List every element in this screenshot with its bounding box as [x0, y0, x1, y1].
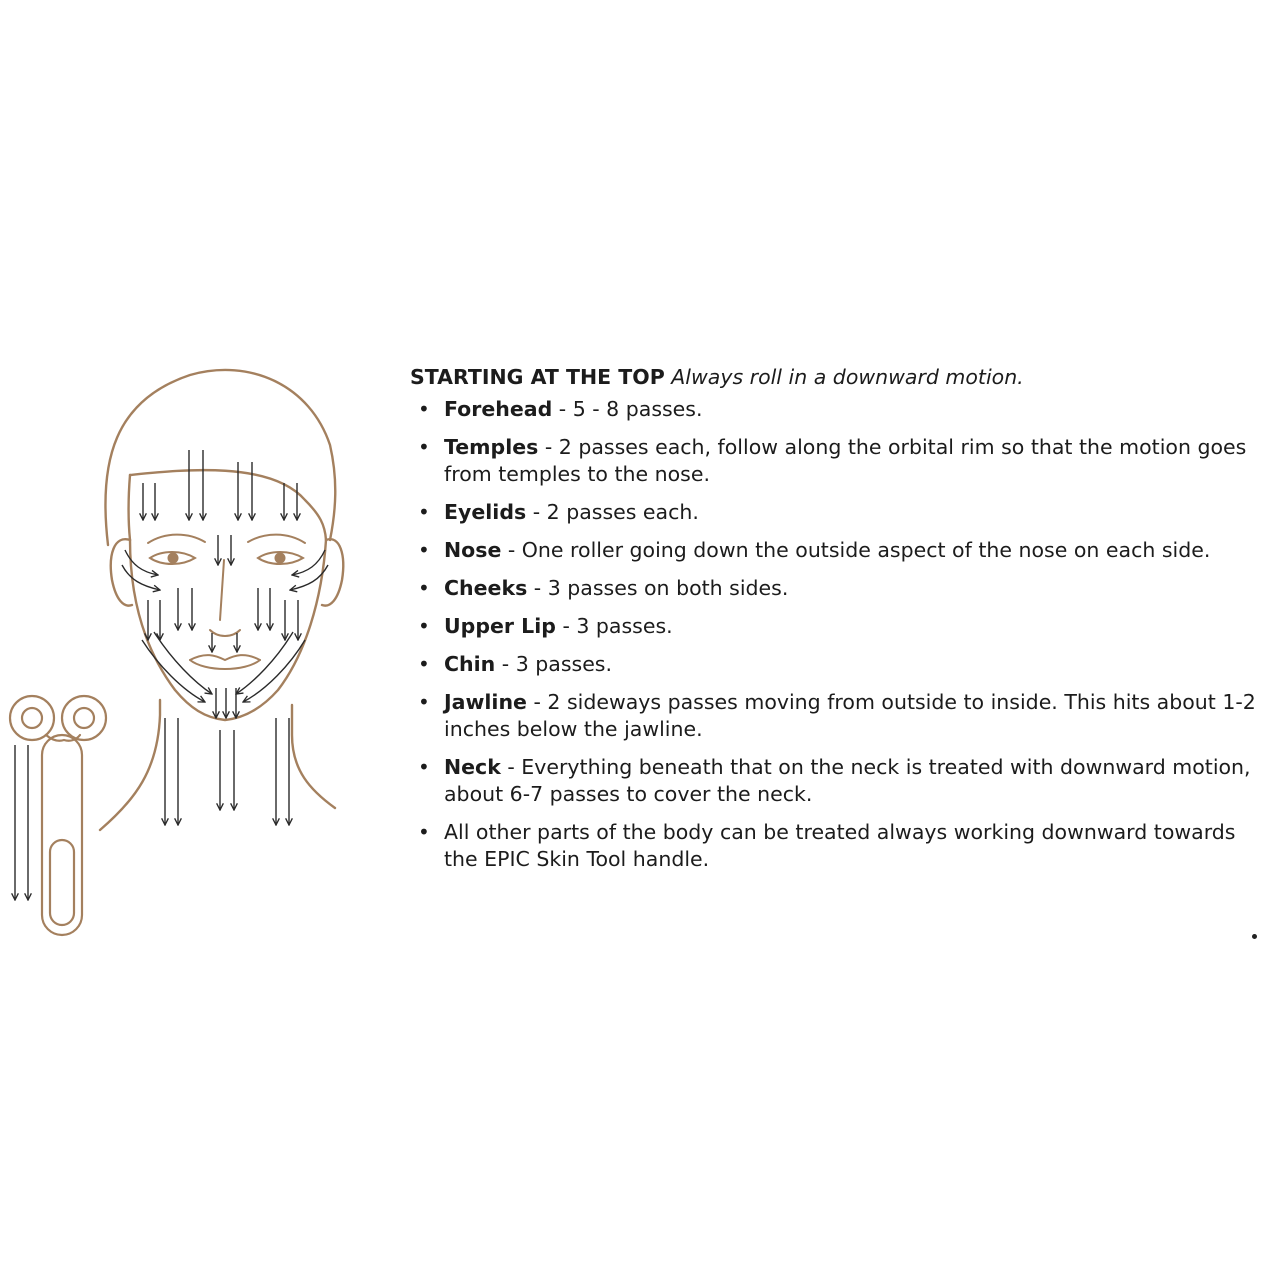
- list-item: • Chin - 3 passes.: [418, 652, 612, 676]
- heading-note: Always roll in a downward motion.: [671, 365, 1024, 389]
- list-item: • Temples - 2 passes each, follow along the orbital rim so that the motion goes from temples to the nose.: [418, 435, 1247, 486]
- step-term: Jawline: [444, 690, 527, 714]
- step-detail: - 3 passes on both sides.: [527, 576, 789, 600]
- step-term: Upper Lip: [444, 614, 556, 638]
- stray-dot: [1252, 934, 1257, 939]
- step-detail: - 2 passes each.: [526, 500, 699, 524]
- step-detail: - One roller going down the outside aspect of the nose on each side.: [501, 538, 1211, 562]
- list-item: • Eyelids - 2 passes each.: [418, 500, 699, 524]
- facial-roller-icon: [10, 696, 106, 935]
- heading-lead: STARTING AT THE TOP: [410, 365, 665, 389]
- step-detail: - 2 sideways passes moving from outside to inside. This hits about 1-2 inches below the jawline.: [444, 690, 1256, 741]
- list-item: • All other parts of the body can be treated always working downward towards the EPIC Skin Tool handle.: [418, 820, 1236, 871]
- step-term: Temples: [444, 435, 539, 459]
- list-item: • Upper Lip - 3 passes.: [418, 614, 673, 638]
- step-detail: - 3 passes.: [555, 614, 673, 638]
- step-detail: - 2 passes each, follow along the orbital rim so that the motion goes from temples to the nose.: [444, 435, 1247, 486]
- list-item: • Nose - One roller going down the outside aspect of the nose on each side.: [418, 538, 1211, 562]
- curved-arrow-icon: [122, 550, 328, 702]
- instructions-panel: [410, 362, 1270, 884]
- face-illustration: [0, 0, 400, 960]
- step-detail: - Everything beneath that on the neck is treated with downward motion, about 6-7 passes to cover the neck.: [444, 755, 1251, 806]
- list-item: • Neck - Everything beneath that on the neck is treated with downward motion, about 6-7 passes to cover the neck.: [418, 755, 1251, 806]
- list-item: • Cheeks - 3 passes on both sides.: [418, 576, 789, 600]
- step-detail: - 5 - 8 passes.: [552, 397, 703, 421]
- step-term: Forehead: [444, 397, 553, 421]
- downward-arrow-icon: [15, 450, 298, 900]
- step-term: Cheeks: [444, 576, 528, 600]
- step-term: Chin: [444, 652, 496, 676]
- step-detail: All other parts of the body can be treated always working downward towards the EPIC Skin Tool handle.: [444, 820, 1236, 871]
- list-item: • Forehead - 5 - 8 passes.: [418, 397, 703, 421]
- step-term: Eyelids: [444, 500, 527, 524]
- step-term: Neck: [444, 755, 501, 779]
- step-term: Nose: [444, 538, 502, 562]
- steps-list: [410, 396, 1270, 873]
- list-item: • Jawline - 2 sideways passes moving from outside to inside. This hits about 1-2 inches below the jawline.: [418, 690, 1256, 741]
- step-detail: - 3 passes.: [495, 652, 612, 676]
- instructions-heading: [410, 362, 1270, 392]
